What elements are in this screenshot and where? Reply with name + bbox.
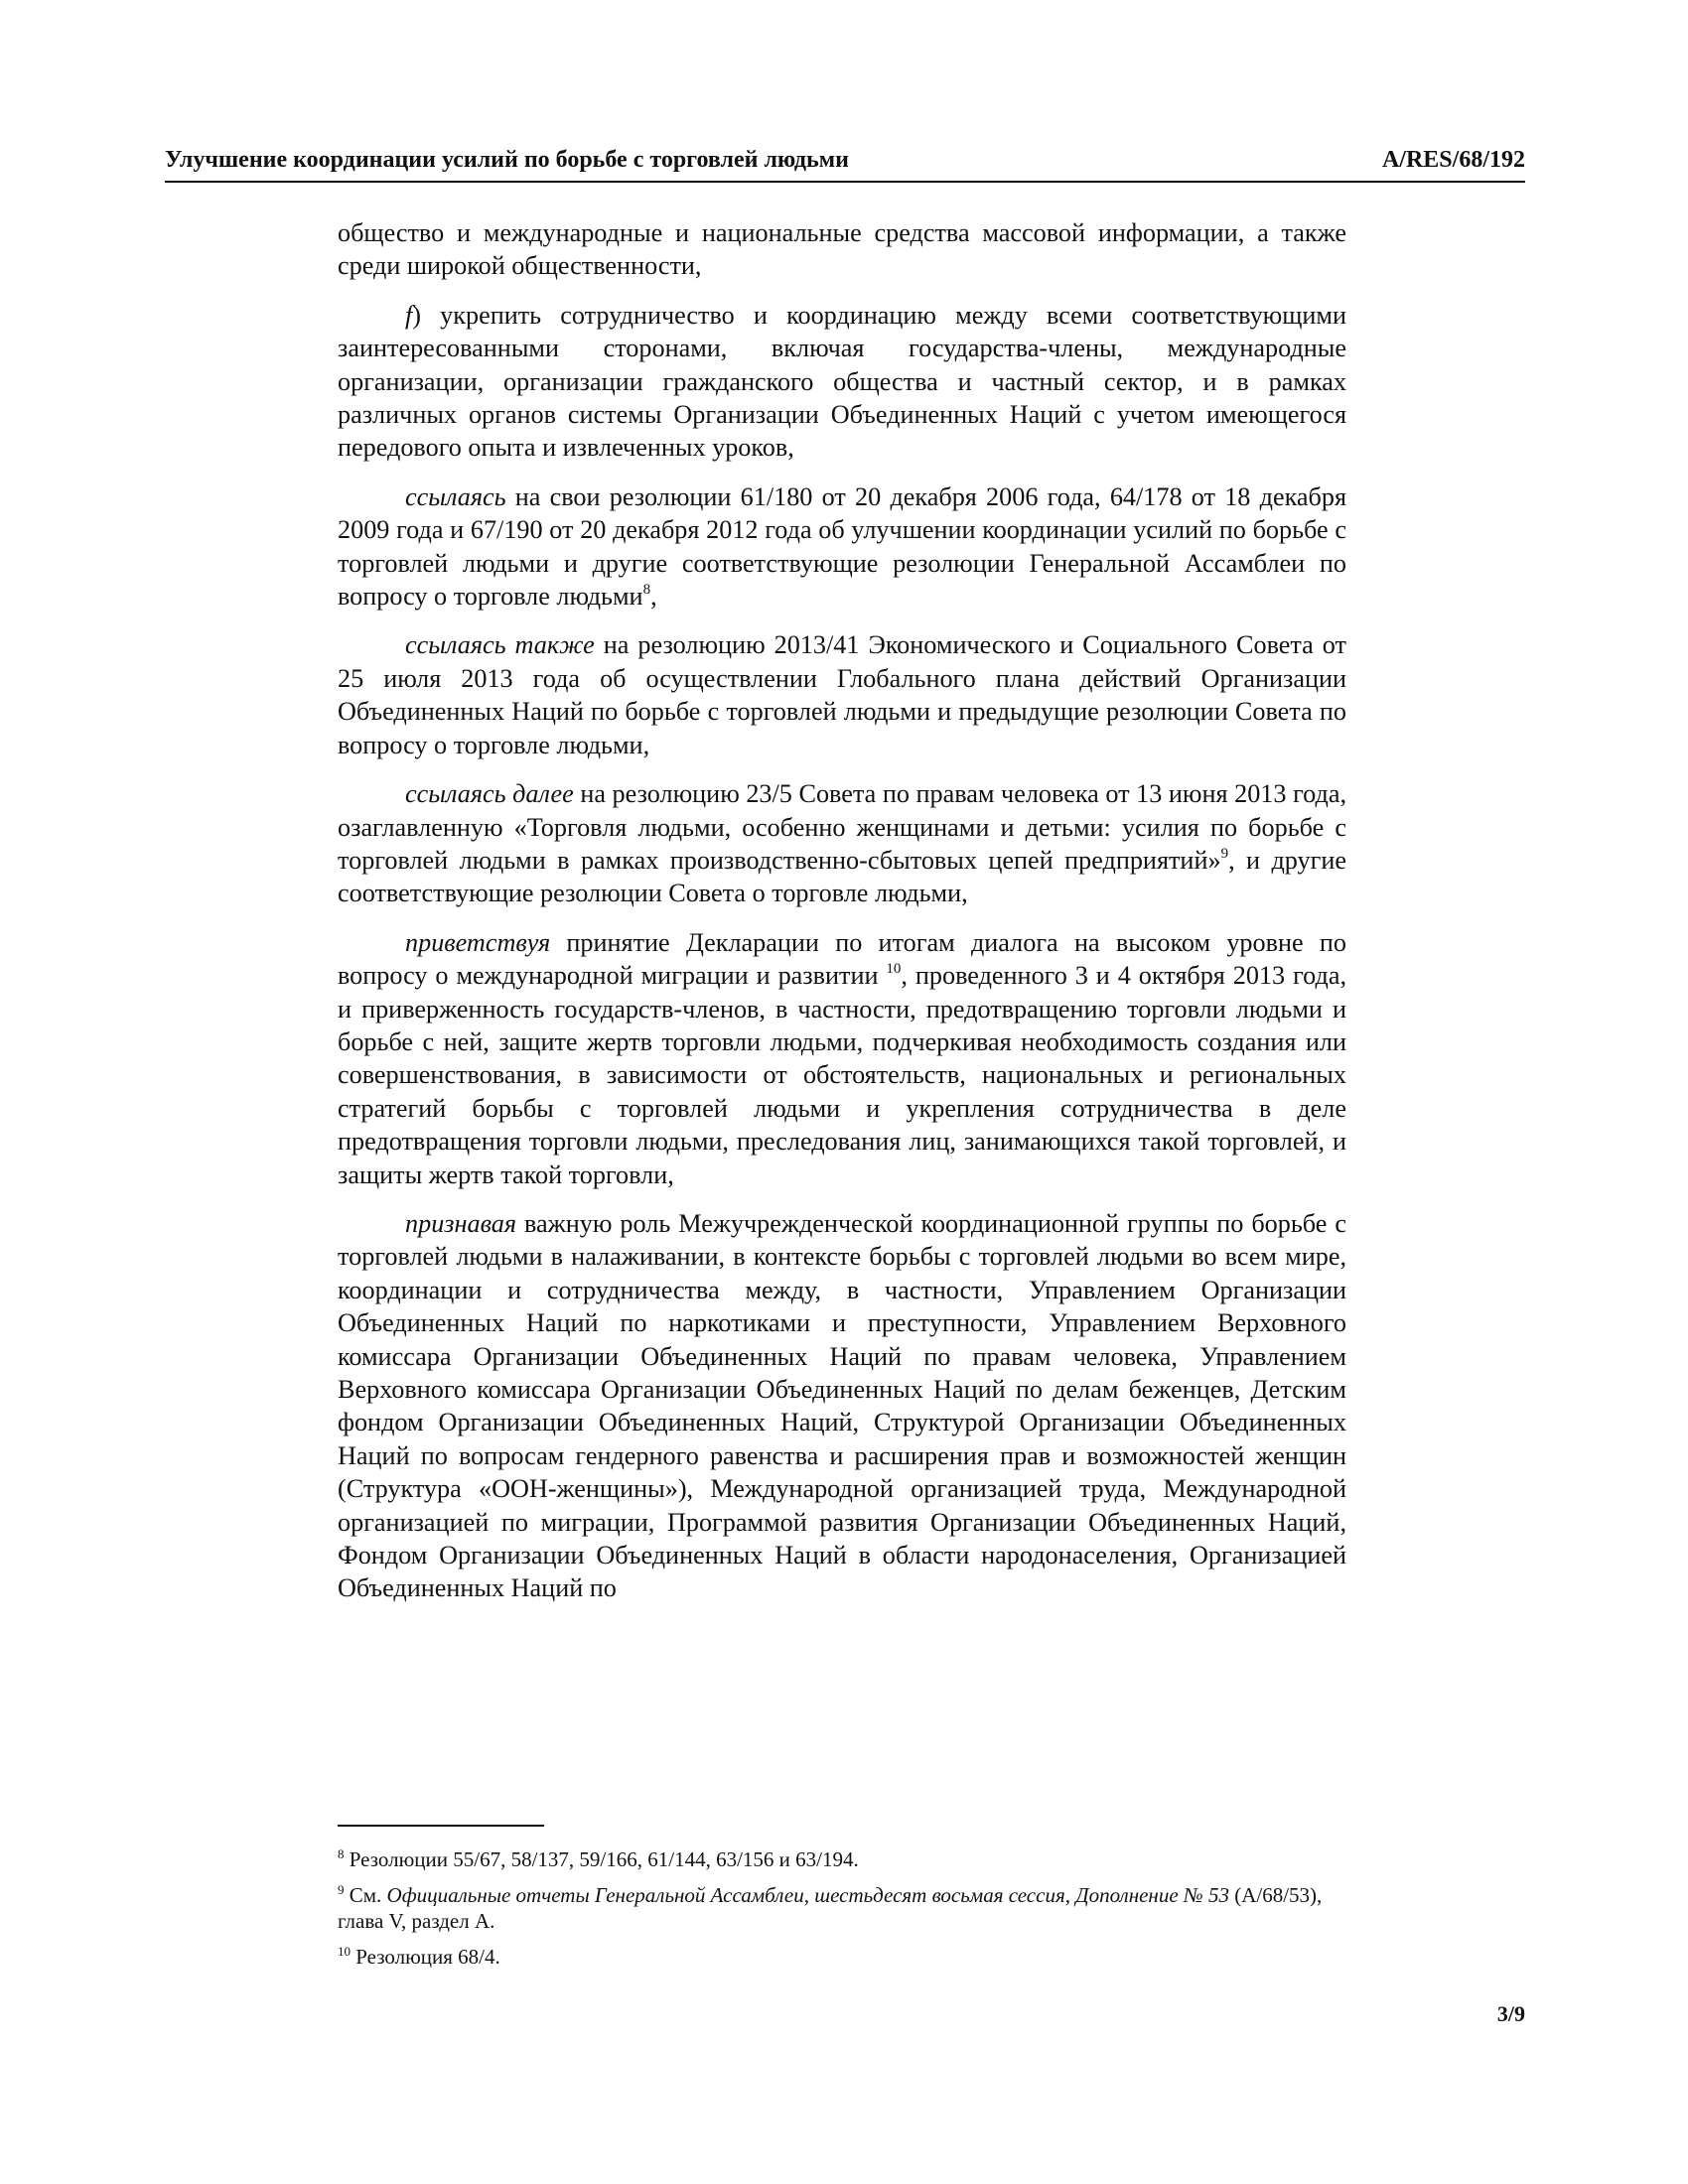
footnote-9 — [338, 1882, 1346, 1934]
preamble-lead: признавая — [405, 1208, 517, 1238]
preamble-lead: ссылаясь — [405, 481, 506, 511]
footnote-citation-title: Официальные отчеты Генеральной Ассамблеи, шестьдесят восьмая сессия, Дополнение № 53 — [386, 1883, 1229, 1907]
item-label: f — [405, 300, 413, 330]
footnote-number: 8 — [338, 1846, 345, 1861]
item-label-suffix: ) — [412, 300, 422, 330]
footnote-10 — [338, 1944, 1346, 1970]
footnote-ref[interactable]: 9 — [1220, 845, 1229, 862]
footnote-text: Резолюции 55/67, 58/137, 59/166, 61/144, 63/156 и 63/194. — [344, 1847, 859, 1871]
footnote-prefix: См. — [344, 1883, 387, 1907]
footnote-number: 10 — [338, 1944, 351, 1959]
paragraph-text: укрепить сотрудничество и координацию между всеми соответствующими заинтересованными сторонами, включая государства-члены, международные организации, организации гражданского общества и частный сектор, и в рамках различных органов системы Организации Объединенных Наций с учетом имеющегося передового опыта и извлеченных уроков, — [338, 300, 1346, 463]
page-header — [165, 145, 1525, 183]
paragraph-tail: , и другие соответствующие резолюции Совета о торговле людьми, — [338, 845, 1347, 908]
paragraph-text: принятие Декларации по итогам диалога на высоком уровне по вопросу о международной миграции и развитии — [338, 927, 1346, 991]
paragraph-text: важную роль Межучрежденческой координационной группы по борьбе с торговлей людьми в налаживании, в контексте борьбы с торговлей людьми во всем мире, координации и сотрудничества между, в частности, Управлением Организации Объединенных Наций по наркотиками и преступности, Управлением Верховного комиссара Организации Объединенных Наций по правам человека, Управлением Верховного комиссара Организации Объединенных Наций по делам беженцев, Детским фондом Организации Объединенных Наций, Структурой Организации Объединенных Наций по вопросам гендерного равенства и расширения прав и возможностей женщин (Структура «ООН-женщины»), Международной организацией труда, Международной организацией по миграции, Программой развития Организации Объединенных Наций, Фондом Организации Объединенных Наций в области народонаселения, Организацией Объединенных Наций по — [338, 1208, 1346, 1603]
paragraph-tail: , — [650, 582, 657, 612]
paragraph-text: на свои резолюции 61/180 от 20 декабря 2006 года, 64/178 от 18 декабря 2009 года и 67/190 от 20 декабря 2012 года об улучшении координации усилий по борьбе с торговлей людьми и другие соответствующие резолюции Генеральной Ассамблеи по вопросу о торговле людьми — [338, 481, 1346, 612]
preamble-paragraph — [338, 628, 1346, 761]
body-text — [338, 216, 1346, 1621]
page-number: 3/9 — [1496, 2001, 1525, 2026]
preamble-paragraph — [338, 480, 1346, 614]
paragraph-continuation — [338, 216, 1346, 283]
footnote-text: (A/68/53), глава V, раздел A. — [338, 1883, 1323, 1933]
footnote-number: 9 — [338, 1882, 345, 1897]
paragraph-tail: , проведенного 3 и 4 октября 2013 года, и приверженность государств-членов, в частности, предотвращению торговли людьми и борьбе с ней, защите жертв торговли людьми, подчеркивая необходимость создания или совершенствования, в зависимости от обстоятельств, национальных и региональных стратегий борьбы с торговлей людьми и укрепления сотрудничества в деле предотвращения торговли людьми, преследования лиц, занимающихся такой торговлей, и защиты жертв такой торговли, — [338, 961, 1346, 1189]
preamble-paragraph — [338, 926, 1346, 1191]
footnote-ref[interactable]: 8 — [642, 582, 651, 599]
preamble-lead: приветствуя — [405, 927, 551, 957]
paragraph-text: общество и международные и национальные средства массовой информации, а также среди широкой общественности, — [338, 218, 1346, 281]
footnotes — [338, 1846, 1346, 1979]
paragraph-text: на резолюцию 23/5 Совета по правам человека от 13 июня 2013 года, озаглавленную «Торговля людьми, особенно женщинами и детьми: усилия по борьбе с торговлей людьми в рамках производственно-сбытовых цепей предприятий» — [338, 779, 1346, 875]
footnote-text: Резолюция 68/4. — [351, 1945, 500, 1969]
preamble-paragraph — [338, 1207, 1346, 1605]
footnote-divider — [338, 1825, 544, 1827]
footnote-8 — [338, 1846, 1346, 1872]
preamble-paragraph — [338, 777, 1346, 910]
header-title: Улучшение координации усилий по борьбе с торговлей людьми — [165, 147, 849, 173]
preamble-lead: ссылаясь далее — [405, 779, 574, 809]
document-symbol: A/RES/68/192 — [1381, 147, 1525, 173]
paragraph-f — [338, 299, 1346, 465]
preamble-lead: ссылаясь также — [405, 630, 595, 660]
footnote-ref[interactable]: 10 — [886, 961, 902, 978]
paragraph-text: на резолюцию 2013/41 Экономического и Социального Совета от 25 июля 2013 года об осуществлении Глобального плана действий Организации Объединенных Наций по борьбе с торговлей людьми и предыдущие резолюции Совета по вопросу о торговле людьми, — [338, 630, 1346, 759]
